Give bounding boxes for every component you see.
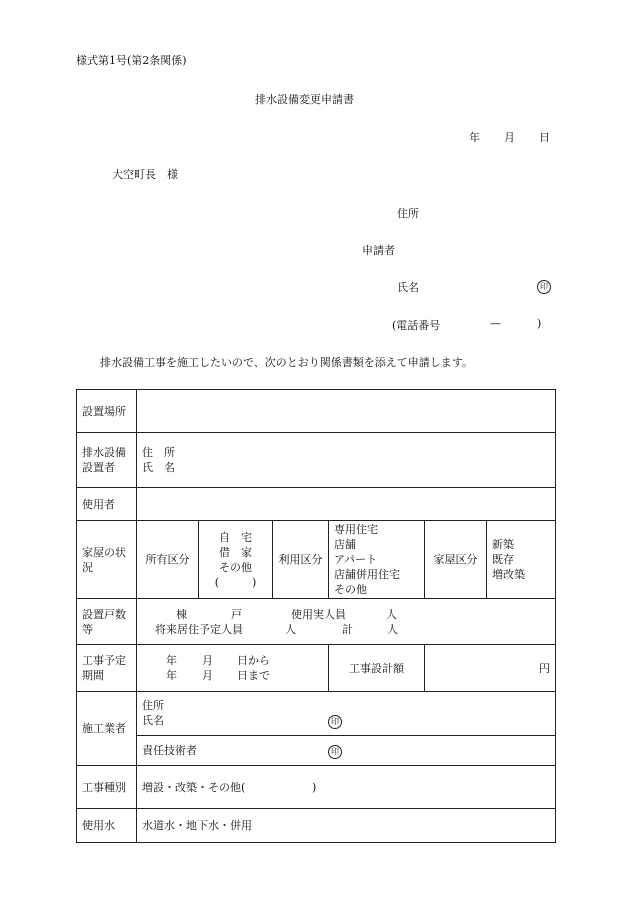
ownership-option: ( ) <box>214 575 257 589</box>
usage-option: その他 <box>334 583 367 596</box>
ownership-option: 自 宅 <box>219 530 252 544</box>
water-label: 使用水 <box>77 809 137 843</box>
row-period <box>77 645 556 692</box>
seal-mark <box>537 279 551 294</box>
ownership-option: 借 家 <box>219 545 252 559</box>
cost-unit[interactable]: 円 <box>425 645 556 692</box>
households-planned: 将来居住予定人員 <box>155 622 243 636</box>
phone-dash: — <box>490 317 501 330</box>
row-work-type <box>77 766 556 809</box>
form-number: 様式第1号(第2条関係) <box>76 54 187 67</box>
house-category-option: 既存 <box>492 553 514 566</box>
households-total-person: 人 <box>387 622 398 636</box>
row-user <box>77 488 556 521</box>
usage-options[interactable] <box>329 521 425 599</box>
period-end-day: 日まで <box>237 669 270 682</box>
phone-label: (電話番号 <box>392 319 441 332</box>
name-label: 氏名 <box>397 281 419 294</box>
installer-address: 住 所 <box>142 446 175 459</box>
intro-text: 排水設備工事を施工したいので、次のとおり関係書類を添えて申請します。 <box>100 356 473 369</box>
usage-option: 店舗 <box>334 538 356 551</box>
households-person: 人 <box>386 607 397 621</box>
households-label: 設置戸数等 <box>77 599 137 645</box>
households-total: 計 <box>342 622 353 636</box>
households-building: 棟 <box>176 607 187 621</box>
households-fields[interactable] <box>137 599 556 645</box>
location-input[interactable] <box>137 390 556 433</box>
period-end-month: 月 <box>202 669 213 682</box>
installer-name: 氏 名 <box>142 461 175 474</box>
period-start-year: 年 <box>166 654 177 667</box>
usage-option: アパート <box>334 553 378 566</box>
seal-icon: 印 <box>328 715 342 729</box>
period-start-day: 日から <box>237 654 270 667</box>
house-category-option: 増改築 <box>492 568 525 581</box>
households-actual: 使用実人員 <box>291 607 346 621</box>
ownership-label: 所有区分 <box>137 521 199 599</box>
location-label: 設置場所 <box>77 390 137 433</box>
period-fields[interactable] <box>137 645 329 692</box>
usage-option: 専用住宅 <box>334 523 378 536</box>
seal-icon: 印 <box>328 745 342 759</box>
contractor-fields[interactable] <box>137 692 556 736</box>
period-start-month: 月 <box>202 654 213 667</box>
date-year: 年 <box>469 131 480 144</box>
contractor-name: 氏名 <box>142 714 164 727</box>
usage-option: 店舗併用住宅 <box>334 568 400 581</box>
row-house <box>77 521 556 599</box>
usage-label: 利用区分 <box>273 521 329 599</box>
date-month: 月 <box>504 131 515 144</box>
engineer-fields[interactable] <box>137 736 556 766</box>
row-contractor <box>77 692 556 736</box>
row-households <box>77 599 556 645</box>
user-input[interactable] <box>137 488 556 521</box>
document-title: 排水設備変更申請書 <box>255 93 354 106</box>
row-water <box>77 809 556 843</box>
installer-fields[interactable] <box>137 433 556 488</box>
phone-close: ) <box>537 317 542 330</box>
house-category-label: 家屋区分 <box>425 521 487 599</box>
row-engineer <box>77 736 556 766</box>
row-installer <box>77 433 556 488</box>
installer-label: 排水設備設置者 <box>77 433 137 488</box>
contractor-address: 住所 <box>142 699 164 712</box>
house-category-option: 新築 <box>492 538 514 551</box>
households-planned-person: 人 <box>285 622 296 636</box>
water-value[interactable]: 水道水・地下水・併用 <box>137 809 556 843</box>
work-type-label: 工事種別 <box>77 766 137 809</box>
period-label: 工事予定期間 <box>77 645 137 692</box>
recipient: 大空町長 様 <box>112 168 178 181</box>
engineer-label: 責任技術者 <box>142 743 197 757</box>
households-units: 戸 <box>231 607 242 621</box>
period-end-year: 年 <box>166 669 177 682</box>
house-label: 家屋の状況 <box>77 521 137 599</box>
ownership-options[interactable] <box>199 521 273 599</box>
date-day: 日 <box>539 131 550 144</box>
address-label: 住所 <box>397 207 419 220</box>
seal-icon: 印 <box>537 280 551 294</box>
applicant-label: 申請者 <box>362 244 395 257</box>
cost-label: 工事設計額 <box>329 645 425 692</box>
ownership-option: その他 <box>219 560 252 574</box>
user-label: 使用者 <box>77 488 137 521</box>
row-location <box>77 390 556 433</box>
work-type-fields[interactable] <box>137 766 556 809</box>
work-type-value: 増設・改築・その他( <box>142 780 246 794</box>
house-category-options[interactable] <box>487 521 556 599</box>
application-table <box>76 389 556 843</box>
work-type-close: ) <box>312 780 317 794</box>
contractor-label: 施工業者 <box>77 692 137 766</box>
